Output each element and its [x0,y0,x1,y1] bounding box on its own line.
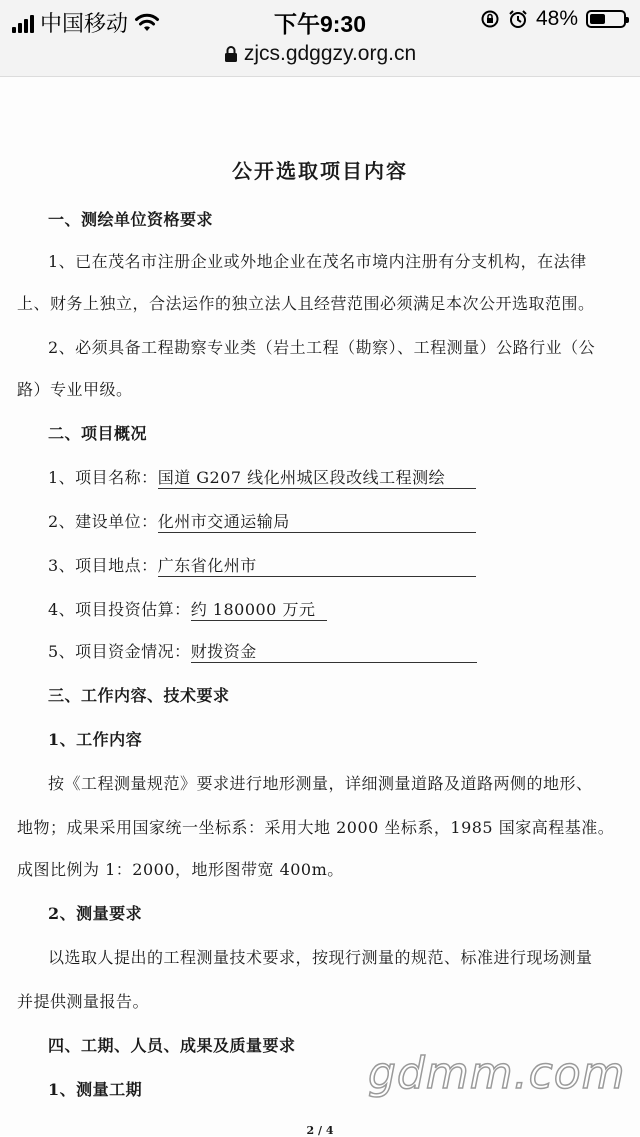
project-info-value: 国道 G207 线化州城区段改线工程测绘 [158,465,476,489]
project-info-row [48,553,476,577]
clock: 下午9:30 [273,11,367,37]
paragraph-line: 以选取人提出的工程测量技术要求，按现行测量的规范、标准进行现场测量 [48,948,593,967]
project-info-label: 3、项目地点： [48,556,158,575]
subsection-heading: 2、测量要求 [48,904,143,923]
address-bar[interactable] [0,40,640,77]
project-info-value: 广东省化州市 [158,553,476,577]
document-page [0,77,640,1136]
project-info-value: 财拨资金 [191,639,477,663]
project-info-label: 5、项目资金情况： [48,642,191,661]
project-info-label: 1、项目名称： [48,468,158,487]
paragraph-line: 成图比例为 1：2000，地形图带宽 400m。 [17,860,344,879]
section-heading: 二、项目概况 [48,424,148,443]
paragraph-line: 上、财务上独立，合法运作的独立法人且经营范围必须满足本次公开选取范围。 [17,294,595,313]
status-bar-right [480,7,626,31]
paragraph-line: 路）专业甲级。 [17,380,133,399]
status-bar [0,0,640,40]
paragraph-line: 地物；成果采用国家统一坐标系：采用大地 2000 坐标系，1985 国家高程基准。 [17,818,615,837]
paragraph-line: 按《工程测量规范》要求进行地形测量，详细测量道路及道路两侧的地形、 [48,774,593,793]
watermark: gdmm.com [368,1048,626,1099]
subsection-heading: 1、测量工期 [48,1080,143,1099]
paragraph-line: 并提供测量报告。 [17,992,150,1011]
project-info-value: 化州市交通运输局 [158,509,476,533]
battery-level-fill [590,14,605,24]
lock-icon [224,46,238,62]
project-info-value: 约 180000 万元 [191,597,327,621]
project-info-row [48,639,477,663]
project-info-label: 2、建设单位： [48,512,158,531]
paragraph-line: 2、必须具备工程勘察专业类（岩土工程（勘察）、工程测量）公路行业（公 [48,338,596,357]
project-info-label: 4、项目投资估算： [48,600,191,619]
project-info-row [48,509,476,533]
project-info-row [48,465,476,489]
page-number: 2 / 4 [306,1124,334,1137]
subsection-heading: 1、工作内容 [48,730,143,749]
section-heading: 三、工作内容、技术要求 [48,686,230,705]
section-heading: 四、工期、人员、成果及质量要求 [48,1036,296,1055]
carrier-name: 中国移动 [40,11,129,36]
project-info-row [48,597,327,621]
orientation-lock-icon [480,9,500,29]
alarm-icon [508,9,528,29]
battery-percent: 48% [535,7,578,30]
paragraph-line: 1、已在茂名市注册企业或外地企业在茂名市境内注册有分支机构，在法律 [48,252,587,271]
url-text: zjcs.gdggzy.org.cn [243,42,417,65]
page-title: 公开选取项目内容 [232,159,408,183]
section-heading: 一、测绘单位资格要求 [48,210,214,229]
battery-icon [586,10,626,28]
